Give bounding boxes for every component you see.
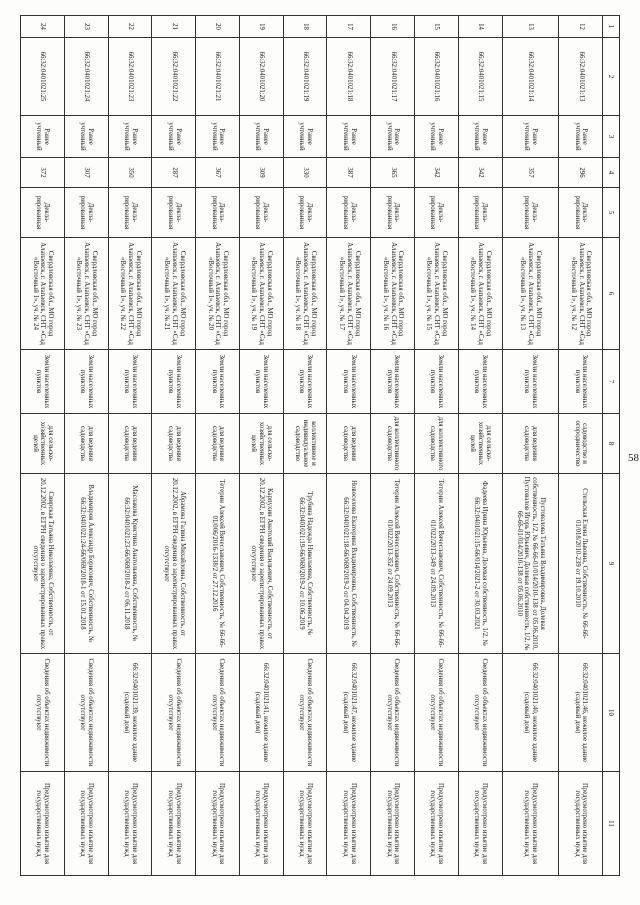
land-category: Земли населенных пунктов	[415, 350, 459, 414]
cadastral-number: 66:32:0401021:24	[64, 38, 108, 116]
cadastral-number: 66:32:0401021:14	[502, 38, 559, 116]
owner-rights: Абрамова Галина Михайловна, Собственность, от 20.12.2002, в ЕГРН сведения о зарегистрированных правах отсутствуют	[152, 474, 196, 654]
area: 307	[64, 158, 108, 188]
land-category: Земли населенных пунктов	[152, 350, 196, 414]
land-category: Земли населенных пунктов	[21, 350, 65, 414]
address: Свердловская обл., МО город Алапаевск, г. Алапаевск, СНТ «Сад «Восточный 1», уч. № 20	[196, 238, 240, 350]
row-number: 14	[458, 16, 502, 38]
action-note: Предусмотрено изъятие для государственных нужд	[196, 772, 240, 876]
row-number: 18	[283, 16, 327, 38]
land-category: Земли населенных пунктов	[327, 350, 371, 414]
record-status: Ранее учтенный	[327, 116, 371, 158]
area: 367	[196, 158, 240, 188]
cadastral-number: 66:32:0401021:25	[21, 38, 65, 116]
table-row	[152, 16, 196, 876]
buildings-info: 66:32:0401021:46, нежилое здание (садовый дом)	[559, 654, 603, 772]
area: 387	[327, 158, 371, 188]
land-category: Земли населенных пунктов	[559, 350, 603, 414]
column-number-10: 10	[603, 654, 620, 772]
action-note: Предусмотрено изъятие для государственных нужд	[64, 772, 108, 876]
row-number: 21	[152, 16, 196, 38]
cadastral-number: 66:32:0401021:22	[152, 38, 196, 116]
buildings-info: Сведения об объектах недвижимости отсутствуют	[458, 654, 502, 772]
land-plots-table	[20, 15, 620, 876]
record-status: Ранее учтенный	[283, 116, 327, 158]
land-category: Земли населенных пунктов	[64, 350, 108, 414]
permitted-use: для ведения садоводства	[196, 414, 240, 474]
permitted-use: коллективное и индивидуальное садоводство	[283, 414, 327, 474]
row-number: 22	[108, 16, 152, 38]
column-number-8: 8	[603, 414, 620, 474]
buildings-info: Сведения об объектах недвижимости отсутствуют	[415, 654, 459, 772]
owner-rights: Пустовалова Татьяна Владимировна, Долевая собственность, 1/2, № 66-66-01/014/2010-138 от 05.06.2010, Пустовалов Игорь Юрьевич, Долевая собственность, 1/2, № 66-66-01/014/2010-138 от 05.06.2010	[502, 474, 559, 654]
row-number: 19	[239, 16, 283, 38]
area: 342	[415, 158, 459, 188]
record-status: Ранее учтенный	[152, 116, 196, 158]
land-category: Земли населенных пунктов	[108, 350, 152, 414]
record-status: Ранее учтенный	[502, 116, 559, 158]
page-number: 58	[628, 452, 639, 464]
record-status: Ранее учтенный	[415, 116, 459, 158]
owner-rights: Тетерин Алексей Вячеславович, Собственность, № 66-66-01/022/2013-349 от 24.09.2013	[415, 474, 459, 654]
permitted-use: для ведения садоводства	[152, 414, 196, 474]
permitted-use: для ведения садоводства	[108, 414, 152, 474]
table-row	[196, 16, 240, 876]
owner-rights: Фадеева Ирина Юрьевна, Долевая собственность, 1/2, № 66:32:0401021:15-66/014/2021-2 от 30.03.2021	[458, 474, 502, 654]
column-number-7: 7	[603, 350, 620, 414]
cadastral-number: 66:32:0401021:13	[559, 38, 603, 116]
action-note: Предусмотрено изъятие для государственных нужд	[152, 772, 196, 876]
owner-rights: Маслакова Кристина Анатольевна, Собственность, № 66:32:0401021:23-66/069/2018-2 от 06.11.2018	[108, 474, 152, 654]
action-note: Предусмотрено изъятие для государственных нужд	[239, 772, 283, 876]
owner-rights: Свирская Татьяна Николаевна, Собственность, от 20.12.2002, в ЕГРН сведения о зарегистрированных правах отсутствуют	[21, 474, 65, 654]
area-type: Декла-рированная	[415, 188, 459, 238]
area: 287	[152, 158, 196, 188]
column-number-11: 11	[603, 772, 620, 876]
table-row	[371, 16, 415, 876]
area-type: Декла-рированная	[21, 188, 65, 238]
table-row	[64, 16, 108, 876]
owner-rights: Новоселова Екатерина Владимировна, Собственность, № 66:32:0401021:18-66/069/2019-2 от 04.04.2019	[327, 474, 371, 654]
owner-rights: Тетерин Алексей Вячеславович, Собственность, № 66-66-01/022/2013-352 от 24.09.2013	[371, 474, 415, 654]
row-number: 17	[327, 16, 371, 38]
action-note: Предусмотрено изъятие для государственных нужд	[283, 772, 327, 876]
table-row	[283, 16, 327, 876]
table-row	[21, 16, 65, 876]
action-note: Предусмотрено изъятие для государственных нужд	[327, 772, 371, 876]
row-number: 20	[196, 16, 240, 38]
action-note: Предусмотрено изъятие для государственных нужд	[108, 772, 152, 876]
owner-rights: Стельская Елена Львовна, Собственность, № 66-66-01/018/2010-239 от 19.10.2010	[559, 474, 603, 654]
land-category: Земли населенных пунктов	[283, 350, 327, 414]
permitted-use: садоводство и огородничество	[559, 414, 603, 474]
area: 296	[559, 158, 603, 188]
land-category: Земли населенных пунктов	[502, 350, 559, 414]
buildings-info: 66:32:0401021:39, нежилое здание (садовый дом)	[108, 654, 152, 772]
area-type: Декла-рированная	[458, 188, 502, 238]
address: Свердловская обл., МО город Алапаевск, г. Алапаевск, СНТ «Сад «Восточный 1», уч. № 22	[108, 238, 152, 350]
area: 365	[371, 158, 415, 188]
area-type: Декла-рированная	[502, 188, 559, 238]
action-note: Предусмотрено изъятие для государственных нужд	[415, 772, 459, 876]
cadastral-number: 66:32:0401021:18	[327, 38, 371, 116]
address: Свердловская обл., МО город Алапаевск, г. Алапаевск, СНТ «Сад «Восточный 1», уч. № 17	[327, 238, 371, 350]
buildings-info: Сведения об объектах недвижимости отсутствуют	[196, 654, 240, 772]
buildings-info: Сведения об объектах недвижимости отсутствуют	[64, 654, 108, 772]
address: Свердловская обл., МО город Алапаевск, г. Алапаевск, СНТ «Сад «Восточный 1», уч. № 16	[371, 238, 415, 350]
record-status: Ранее учтенный	[458, 116, 502, 158]
permitted-use: для ведения садоводства	[502, 414, 559, 474]
column-number-row	[603, 16, 620, 876]
area-type: Декла-рированная	[559, 188, 603, 238]
cadastral-number: 66:32:0401021:20	[239, 38, 283, 116]
record-status: Ранее учтенный	[371, 116, 415, 158]
row-number: 12	[559, 16, 603, 38]
area: 309	[239, 158, 283, 188]
column-number-6: 6	[603, 238, 620, 350]
buildings-info: Сведения об объектах недвижимости отсутствуют	[371, 654, 415, 772]
record-status: Ранее учтенный	[196, 116, 240, 158]
table-row	[327, 16, 371, 876]
buildings-info: 66:32:0401021:41, нежилое здание (садовый дом)	[239, 654, 283, 772]
address: Свердловская обл., МО город Алапаевск, г. Алапаевск, СНТ «Сад «Восточный 1», уч. № 15	[415, 238, 459, 350]
record-status: Ранее учтенный	[108, 116, 152, 158]
address: Свердловская обл., МО город Алапаевск, г. Алапаевск, СНТ «Сад «Восточный 1», уч. № 24	[21, 238, 65, 350]
column-number-3: 3	[603, 116, 620, 158]
record-status: Ранее учтенный	[64, 116, 108, 158]
permitted-use: для коллективного садоводства	[371, 414, 415, 474]
column-number-9: 9	[603, 474, 620, 654]
rotated-table-container	[20, 15, 620, 875]
row-number: 15	[415, 16, 459, 38]
area-type: Декла-рированная	[196, 188, 240, 238]
cadastral-number: 66:32:0401021:17	[371, 38, 415, 116]
permitted-use: для ведения садоводства	[327, 414, 371, 474]
area-type: Декла-рированная	[283, 188, 327, 238]
permitted-use: для ведения садоводства	[64, 414, 108, 474]
column-number-4: 4	[603, 158, 620, 188]
buildings-info: Сведения об объектах недвижимости отсутствуют	[21, 654, 65, 772]
column-number-2: 2	[603, 38, 620, 116]
address: Свердловская обл., МО город Алапаевск, г. Алапаевск, СНТ «Сад «Восточный 1», уч. № 23	[64, 238, 108, 350]
area: 357	[502, 158, 559, 188]
table-row	[458, 16, 502, 876]
area-type: Декла-рированная	[327, 188, 371, 238]
cadastral-number: 66:32:0401021:21	[196, 38, 240, 116]
action-note: Предусмотрено изъятие для государственных нужд	[559, 772, 603, 876]
land-category: Земли населенных пунктов	[458, 350, 502, 414]
owner-rights: Владимиров Александр Борисович, Собственность, № 66:32:0401021:24-66/069/2018-1 от 15.01.2018	[64, 474, 108, 654]
permitted-use: для сельско-хозяйственных целей	[458, 414, 502, 474]
table-row	[415, 16, 459, 876]
area-type: Декла-рированная	[152, 188, 196, 238]
land-category: Земли населенных пунктов	[196, 350, 240, 414]
table-body	[21, 16, 603, 876]
permitted-use: для сельско-хозяйственных целей	[21, 414, 65, 474]
address: Свердловская обл., МО город Алапаевск, г. Алапаевск, СНТ «Сад «Восточный 1», уч. № 21	[152, 238, 196, 350]
permitted-use: для сельско-хозяйственных целей	[239, 414, 283, 474]
address: Свердловская обл., МО город Алапаевск, г. Алапаевск, СНТ «Сад «Восточный 1», уч. № 18	[283, 238, 327, 350]
area-type: Декла-рированная	[371, 188, 415, 238]
owner-rights: Карпухин Анатолий Васильевич, Собственность, от 20.12.2002, в ЕГРН сведения о зарегистрированных правах отсутствуют	[239, 474, 283, 654]
address: Свердловская обл., МО город Алапаевск, г. Алапаевск, СНТ «Сад «Восточный 1», уч. № 19	[239, 238, 283, 350]
action-note: Предусмотрено изъятие для государственных нужд	[371, 772, 415, 876]
column-number-5: 5	[603, 188, 620, 238]
area-type: Декла-рированная	[108, 188, 152, 238]
area-type: Декла-рированная	[239, 188, 283, 238]
buildings-info: Сведения об объектах недвижимости отсутствуют	[283, 654, 327, 772]
buildings-info: Сведения об объектах недвижимости отсутствуют	[152, 654, 196, 772]
table-row	[559, 16, 603, 876]
row-number: 23	[64, 16, 108, 38]
action-note: Предусмотрено изъятие для государственных нужд	[21, 772, 65, 876]
record-status: Ранее учтенный	[559, 116, 603, 158]
buildings-info: 66:32:0401021:47, нежилое здание (садовый дом)	[327, 654, 371, 772]
owner-rights: Тетерин Алексей Вячеславович, Собственность, № 66-66-01/006/2016-1338/2 от 27.12.2016	[196, 474, 240, 654]
action-note: Предусмотрено изъятие для государственных нужд	[502, 772, 559, 876]
land-category: Земли населенных пунктов	[371, 350, 415, 414]
row-number: 16	[371, 16, 415, 38]
cadastral-number: 66:32:0401021:23	[108, 38, 152, 116]
buildings-info: 66:32:0401021:40, нежилое здание (садовый дом)	[502, 654, 559, 772]
table-row	[239, 16, 283, 876]
address: Свердловская обл., МО город Алапаевск, г. Алапаевск, СНТ «Сад «Восточный 1», уч. № 12	[559, 238, 603, 350]
row-number: 24	[21, 16, 65, 38]
area: 372	[21, 158, 65, 188]
action-note: Предусмотрено изъятие для государственных нужд	[458, 772, 502, 876]
address: Свердловская обл., МО город Алапаевск, г. Алапаевск, СНТ «Сад «Восточный 1», уч. № 14	[458, 238, 502, 350]
cadastral-number: 66:32:0401021:16	[415, 38, 459, 116]
area-type: Декла-рированная	[64, 188, 108, 238]
cadastral-number: 66:32:0401021:19	[283, 38, 327, 116]
record-status: Ранее учтенный	[21, 116, 65, 158]
area: 342	[458, 158, 502, 188]
table-row	[502, 16, 559, 876]
cadastral-number: 66:32:0401021:15	[458, 38, 502, 116]
column-number-1: 1	[603, 16, 620, 38]
area: 350	[108, 158, 152, 188]
table-row	[108, 16, 152, 876]
permitted-use: для коллективного садоводства	[415, 414, 459, 474]
area: 330	[283, 158, 327, 188]
land-category: Земли населенных пунктов	[239, 350, 283, 414]
owner-rights: Трубина Надежда Николаевна, Собственность, № 66:32:0401021:19-66/069/2019-2 от 10.06.2019	[283, 474, 327, 654]
address: Свердловская обл., МО город Алапаевск, г. Алапаевск, СНТ «Сад «Восточный 1», уч. № 13	[502, 238, 559, 350]
record-status: Ранее учтенный	[239, 116, 283, 158]
row-number: 13	[502, 16, 559, 38]
